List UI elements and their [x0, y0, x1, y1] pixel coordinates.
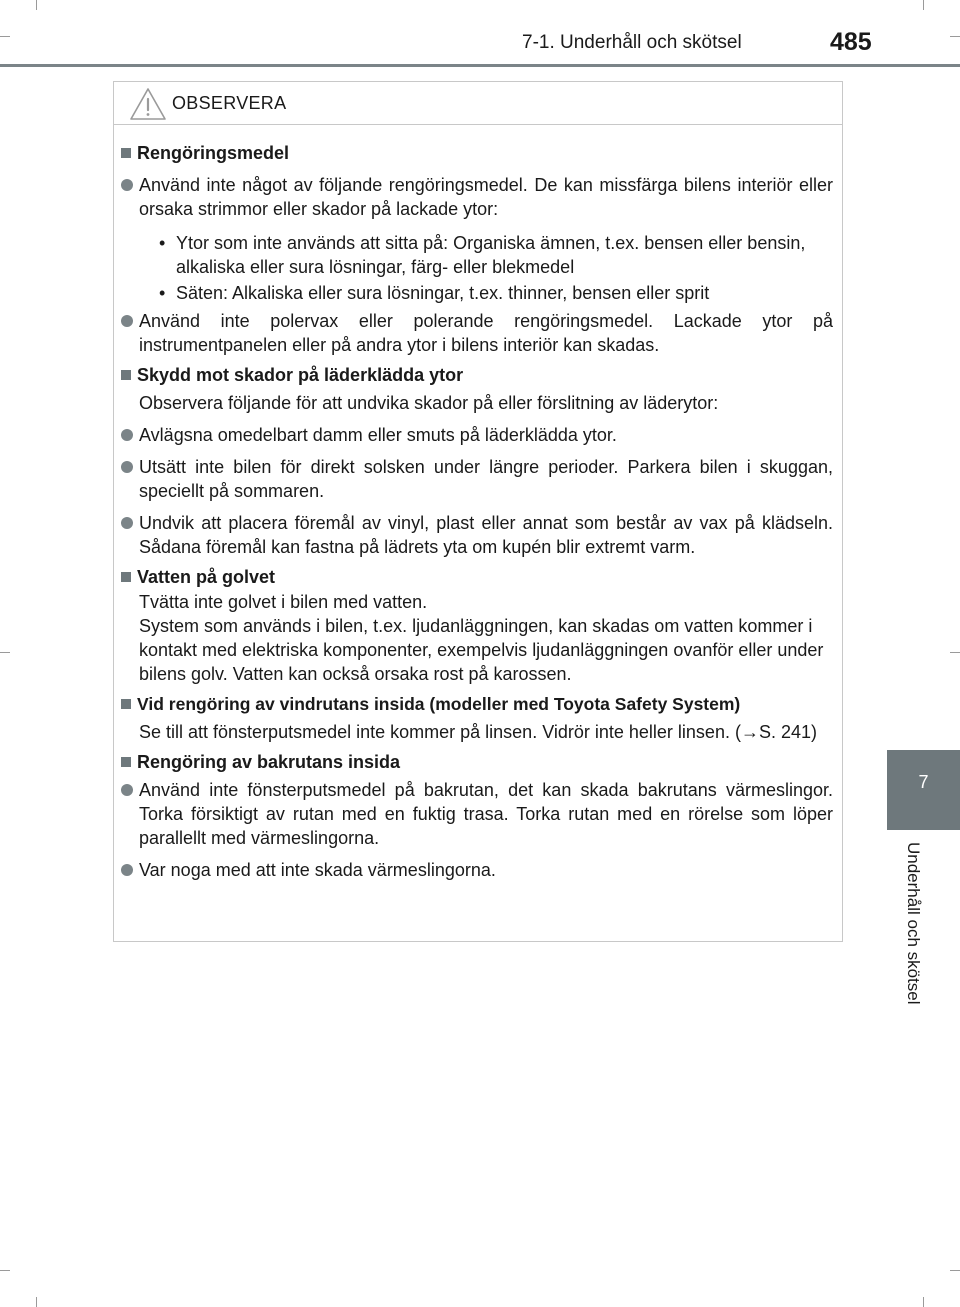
square-bullet-icon [121, 148, 131, 158]
bullet-dot: • [159, 233, 166, 253]
chapter-tab-number: 7 [918, 772, 929, 792]
chapter-tab-label: Underhåll och skötsel [904, 842, 923, 1005]
circle-bullet-icon [121, 517, 133, 529]
circle-bullet-icon [121, 864, 133, 876]
crop-mark [923, 0, 924, 10]
crop-mark [950, 652, 960, 653]
section-lader [114, 363, 842, 559]
crop-mark [36, 0, 37, 10]
section-vindruta [114, 692, 842, 744]
circle-bullet-icon [121, 461, 133, 473]
crop-mark [36, 1297, 37, 1307]
chapter-tab [887, 750, 960, 830]
notice-box [113, 81, 843, 942]
notice-content [114, 138, 842, 882]
section-heading: Vid rengöring av vindrutans insida (modeller med Toyota Safety System) [114, 692, 842, 716]
crop-mark [923, 1297, 924, 1307]
warning-triangle-icon [128, 86, 168, 122]
notice-title: OBSERVERA [172, 93, 287, 113]
list-item: Utsätt inte bilen för direkt solsken under längre perioder. Parkera bilen i skuggan, speciellt på sommaren. [114, 455, 842, 503]
list-item: Använd inte polervax eller polerande rengöringsmedel. Lackade ytor på instrumentpanelen eller på andra ytor i bilens interiör kan skadas. [114, 309, 842, 357]
sub-list-item: • Ytor som inte används att sitta på: Organiska ämnen, t.ex. bensen eller bensin, alkaliska eller sura lösningar, färg- eller blekmedel [159, 233, 806, 277]
section-bakruta [114, 750, 842, 882]
crop-mark [0, 652, 10, 653]
section-intro: Tvätta inte golvet i bilen med vatten. [139, 592, 428, 612]
section-rengoringsmedel [114, 141, 842, 357]
notice-header [114, 82, 842, 125]
list-item: Använd inte fönsterputsmedel på bakrutan, det kan skada bakrutans värmeslingor. Torka försiktigt av rutan med en fuktig trasa. Torka rutan med en rörelse som löper parallellt med värmeslingorna. [114, 778, 842, 850]
square-bullet-icon [121, 370, 131, 380]
crop-mark [0, 36, 10, 37]
crop-mark [0, 1270, 10, 1271]
circle-bullet-icon [121, 315, 133, 327]
section-heading: Rengöringsmedel [114, 141, 842, 165]
square-bullet-icon [121, 757, 131, 767]
page-number: 485 [830, 28, 872, 56]
section-heading: Skydd mot skador på läderklädda ytor [114, 363, 842, 387]
circle-bullet-icon [121, 429, 133, 441]
square-bullet-icon [121, 699, 131, 709]
circle-bullet-icon [121, 179, 133, 191]
bullet-dot: • [159, 283, 166, 303]
list-item: Avlägsna omedelbart damm eller smuts på läderklädda ytor. [114, 423, 842, 447]
section-text: System som används i bilen, t.ex. ljudanläggningen, kan skadas om vatten kommer i kontakt med elektriska komponenter, exempelvis ljudanläggningen ovanför eller under bilens golv. Vatten kan också orsaka rost på karossen. [139, 616, 824, 684]
sub-list-item: • Säten: Alkaliska eller sura lösningar, t.ex. thinner, bensen eller sprit [159, 283, 710, 303]
header-rule [0, 64, 960, 67]
list-item: Var noga med att inte skada värmeslingorna. [114, 858, 842, 882]
list-item: Undvik att placera föremål av vinyl, plast eller annat som består av vax på klädseln. Sådana föremål kan fastna på lädrets yta om kupén blir extremt varm. [114, 511, 842, 559]
section-heading: Vatten på golvet [114, 565, 842, 589]
section-intro: Observera följande för att undvika skador på eller förslitning av läderytor: [139, 393, 719, 413]
section-intro: Se till att fönsterputsmedel inte kommer på linsen. Vidrör inte heller linsen. (→S. 241) [139, 722, 817, 742]
running-header-section: 7-1. Underhåll och skötsel [522, 32, 742, 53]
section-vatten [114, 565, 842, 686]
square-bullet-icon [121, 572, 131, 582]
circle-bullet-icon [121, 784, 133, 796]
section-heading: Rengöring av bakrutans insida [114, 750, 842, 774]
crop-mark [950, 36, 960, 37]
list-item: Använd inte något av följande rengöringsmedel. De kan missfärga bilens interiör eller orsaka strimmor eller skador på lackade ytor: [114, 173, 842, 221]
crop-mark [950, 1270, 960, 1271]
